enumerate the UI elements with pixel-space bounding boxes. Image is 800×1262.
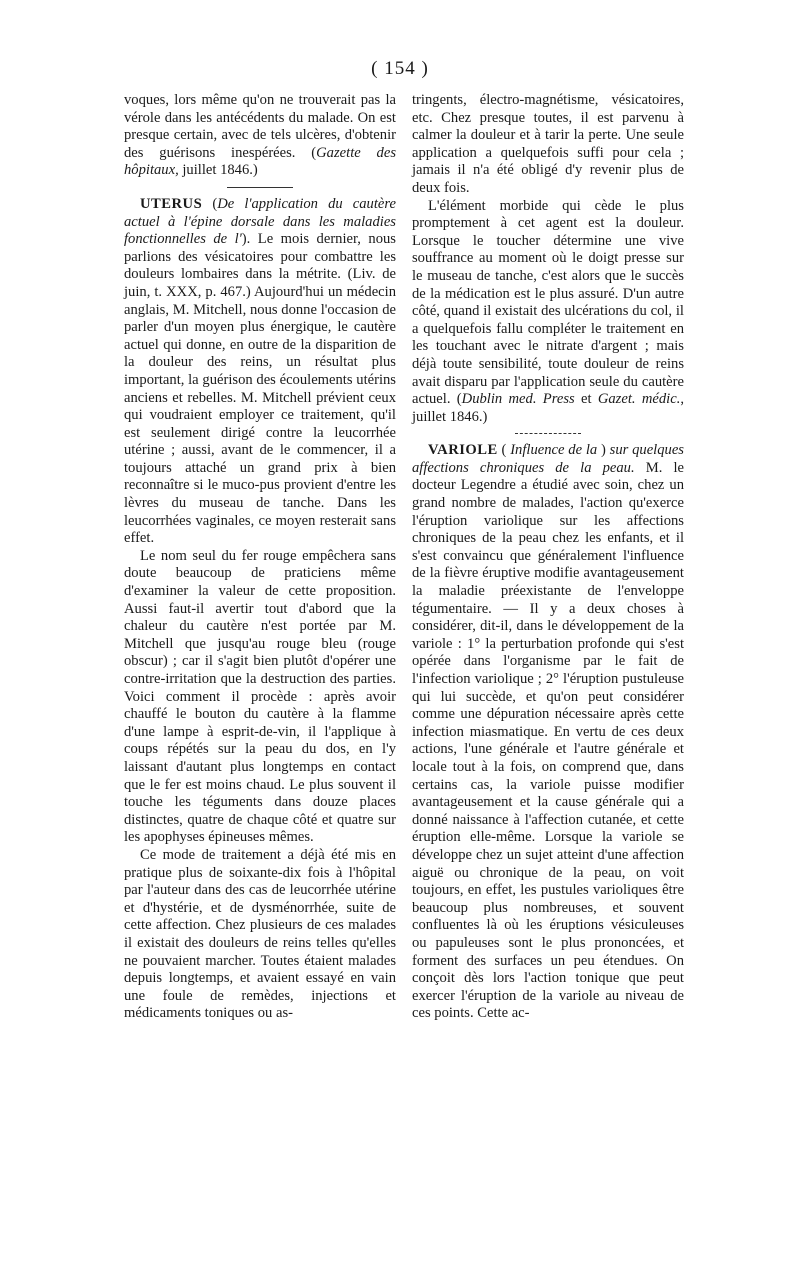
page-number: ( 154 ) bbox=[371, 58, 429, 79]
uterus-paragraph-4: L'élément morbide qui cède le plus promptement à cet agent est la douleur. Lorsque le toucher détermine une vive souffrance au moment où le doigt presse sur le museau de tanche, c'est alors que le succès de la médication est le plus assuré. D'un autre côté, quand il existait des ulcérations du col, il a quelquefois fallu compléter le traitement en les touchant avec le nitrate d'argent ; mais déjà toute sensibilité, toute douleur de reins avait disparu par l'application seule du cautère actuel. (Dublin med. Press et Gazet. médic., juillet 1846.) bbox=[412, 197, 684, 425]
left-column bbox=[124, 92, 396, 1023]
continued-paragraph-right: tringents, électro-magnétisme, vésicatoires, etc. Chez presque toutes, il est parvenu à calmer la douleur et à tarir la perte. Une seule application a quelquefois suffi pour cela ; jamais il n'a été obligé d'y revenir plus de deux fois. bbox=[412, 92, 684, 196]
uterus-heading: UTERUS bbox=[140, 195, 203, 212]
variole-title-part-1: Influence de la bbox=[510, 442, 598, 459]
uterus-article: UTERUS (De l'application du cautère actuel à l'épine dorsale dans les maladies fonctionnelles de l'). Le mois dernier, nous parlions des vésicatoires pour combattre les douleurs lombaires dans la métrite. (Liv. de juin, t. XXX, p. 467.) Aujourd'hui un médecin anglais, M. Mitchell, nous donne l'occasion de parler d'un moyen plus énergique, le cautère actuel qui donne, en outre de la disparition de la douleur des reins, un résultat plus important, la guérison des écoulements utérins anciens et rebelles. M. Mitchell prévient ceux qui voudraient employer ce traitement, qu'il est seulement dirigé contre la leucorrhée utérine ; aussi, avant de le commencer, il a toujours attaché un grand prix à bien reconnaître si le muco-pus provient d'entre les lèvres du museau de tanche. Dans les leucorrhées vaginales, ce moyen resterait sans effet. bbox=[124, 195, 396, 547]
section-separator bbox=[515, 433, 581, 434]
source-citation-dublin: Dublin med. Press bbox=[461, 391, 575, 408]
continued-paragraph: voques, lors même qu'on ne trouverait pas la vérole dans les antécédents du malade. On est presque certain, avec de tels ulcères, d'obtenir des guérisons inespérées. (Gazette des hôpitaux, juillet 1846.) bbox=[124, 92, 396, 179]
source-citation-gazette: Gazet. médic. bbox=[597, 391, 681, 408]
uterus-paragraph-3: Ce mode de traitement a déjà été mis en pratique plus de soixante-dix fois à l'hôpital par l'auteur dans des cas de leucorrhée utérine et d'hystérie, et de dysménorrhée, suite de cette affection. Chez plusieurs de ces malades il existait des douleurs de reins telles qu'elles ne pouvaient marcher. Toutes étaient malades depuis longtemps, et avaient essayé en vain une foule de remèdes, injections et médicaments toniques ou as- bbox=[124, 846, 396, 1022]
right-column bbox=[412, 92, 684, 1023]
section-separator bbox=[227, 187, 293, 188]
variole-title-part-2: sur quelques affections chroniques de la peau. bbox=[412, 442, 684, 476]
uterus-paragraph-2: Le nom seul du fer rouge empêchera sans doute beaucoup de praticiens même d'examiner la valeur de cette proposition. Aussi faut-il avertir tout d'abord que la chaleur du cautère n'est portée par M. Mitchell que jusqu'au rouge bleu (rouge obscur) ; car il s'agit bien plutôt d'opérer une contre-irritation que la destruction des parties. Voici comment il procède : après avoir chauffé le bouton du cautère à la flamme d'une lampe à esprit-de-vin, il l'applique à coups répétés sur la peau du dos, en l'y laissant d'autant plus longtemps en contact que le fer est moins chaud. Le plus souvent il touche les téguments dans douze places distinctes, quatre de chaque côté et quatre sur les apophyses épineuses mêmes. bbox=[124, 547, 396, 846]
variole-article: VARIOLE ( Influence de la ) sur quelques affections chroniques de la peau. M. le docteur Legendre a étudié avec soin, chez un grand nombre de malades, l'action qu'exerce l'éruption variolique sur les affections chroniques de la peau chez les enfants, et il s'est convaincu que généralement l'influence de la fièvre éruptive modifie avantageusement la maladie préexistante de l'enveloppe tégumentaire. — Il y a deux choses à considérer, dit-il, dans le développement de la variole : 1° la perturbation profonde qui s'est opérée dans l'organisme par le fait de l'infection variolique ; 2° l'éruption pustuleuse qui lui succède, et qu'on peut considérer comme une dépuration nécessaire après cette infection miasmatique. En vertu de ces deux actions, l'une générale et l'autre générale et locale tout à la fois, on comprend que, dans certains cas, la variole puisse modifier avantageusement et la cause générale qui a donné naissance à l'affection cutanée, et cette éruption elle-même. Lorsque la variole se développe chez un sujet atteint d'une affection aiguë ou chronique de la peau, on voit toujours, en effet, les pustules varioliques être beaucoup plus nombreuses, et souvent confluentes là où les éruptions vésiculeuses ou papuleuses sont le plus prononcées, et forment des surfaces un peu étendues. On conçoit dès lors l'action tonique que peut exercer l'éruption de la variole au niveau de ces points. Cette ac- bbox=[412, 442, 684, 1022]
source-citation: Gazette des hôpitaux, bbox=[124, 144, 396, 179]
variole-heading: VARIOLE bbox=[428, 442, 498, 459]
uterus-title: De l'application du cautère actuel à l'épine dorsale dans les maladies fonctionnelles de l' bbox=[124, 195, 396, 248]
